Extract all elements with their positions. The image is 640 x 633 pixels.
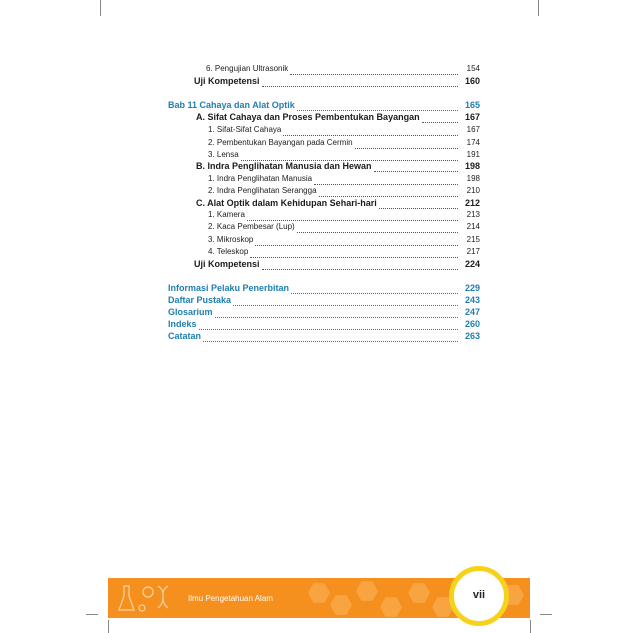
toc-entry[interactable]: [208, 234, 480, 246]
hexagon-decoration: [308, 582, 330, 604]
footer-subject: Ilmu Pengetahuan Alam: [188, 594, 273, 603]
toc-entry-page: 210: [466, 186, 480, 195]
toc-entry-label: Uji Kompetensi: [194, 259, 260, 269]
leader-dots: [250, 249, 458, 258]
toc-entry-page: 198: [464, 161, 480, 171]
leader-dots: [291, 285, 458, 294]
toc-chapter[interactable]: [168, 282, 480, 294]
toc-entry[interactable]: [208, 185, 480, 197]
toc-entry-label: 3. Lensa: [208, 150, 239, 159]
crop-mark: [108, 620, 109, 633]
toc-entry-page: 165: [464, 100, 480, 110]
crop-mark: [530, 620, 531, 633]
toc-chapter[interactable]: [168, 294, 480, 306]
leader-dots: [283, 127, 458, 136]
toc-entry-page: 191: [466, 150, 480, 159]
toc-entry-page: 229: [464, 283, 480, 293]
flask-icon: [119, 586, 134, 610]
toc-entry[interactable]: [194, 258, 480, 270]
page-number: vii: [472, 589, 486, 601]
toc-entry-label: 1. Sifat-Sifat Cahaya: [208, 125, 282, 134]
leader-dots: [203, 333, 458, 342]
toc-entry-page: 160: [464, 76, 480, 86]
toc-entry-label: Indeks: [168, 319, 197, 329]
leader-dots: [355, 140, 458, 149]
toc-chapter[interactable]: [168, 99, 480, 111]
leader-dots: [233, 297, 458, 306]
hexagon-decoration: [330, 594, 352, 616]
toc-entry-page: 260: [464, 319, 480, 329]
toc-entry-label: B. Indra Penglihatan Manusia dan Hewan: [196, 161, 372, 171]
toc-entry-page: 214: [466, 222, 480, 231]
leader-dots: [297, 224, 458, 233]
toc-entry-label: A. Sifat Cahaya dan Proses Pembentukan Bayangan: [196, 112, 420, 122]
science-icons: [118, 582, 178, 616]
toc-entry-label: Informasi Pelaku Penerbitan: [168, 283, 290, 293]
toc-entry-page: 212: [464, 198, 480, 208]
toc-entry-page: 243: [464, 295, 480, 305]
toc-entry-label: Daftar Pustaka: [168, 295, 232, 305]
toc-entry[interactable]: [208, 221, 480, 233]
atom-icon: [143, 587, 153, 597]
toc-entry[interactable]: [206, 63, 480, 75]
toc-entry[interactable]: [208, 137, 480, 149]
leader-dots: [297, 102, 458, 111]
toc-entry-label: Catatan: [168, 331, 202, 341]
toc-entry-page: 198: [466, 174, 480, 183]
toc-entry-label: 1. Kamera: [208, 210, 245, 219]
leader-dots: [247, 212, 458, 221]
leader-dots: [215, 309, 458, 318]
toc-entry-label: 2. Pembentukan Bayangan pada Cermin: [208, 138, 353, 147]
toc-entry-page: 167: [464, 112, 480, 122]
toc-entry-page: 154: [466, 64, 480, 73]
toc-chapter[interactable]: [168, 306, 480, 318]
toc-entry-label: 1. Indra Penglihatan Manusia: [208, 174, 313, 183]
toc-chapter[interactable]: [168, 318, 480, 330]
toc-entry-page: 224: [464, 259, 480, 269]
leader-dots: [290, 66, 458, 75]
leader-dots: [422, 114, 458, 123]
leader-dots: [255, 237, 458, 246]
toc-entry-label: Uji Kompetensi: [194, 76, 260, 86]
toc-entry[interactable]: [208, 209, 480, 221]
dna-icon: [158, 586, 168, 608]
toc-entry[interactable]: [208, 124, 480, 136]
crop-mark: [540, 614, 552, 615]
toc-entry-label: Bab 11 Cahaya dan Alat Optik: [168, 100, 295, 110]
toc-entry-page: 215: [466, 235, 480, 244]
toc-entry-page: 167: [466, 125, 480, 134]
hexagon-decoration: [380, 596, 402, 618]
leader-dots: [374, 163, 458, 172]
toc-entry-label: 6. Pengujian Ultrasonik: [206, 64, 289, 73]
toc-section[interactable]: [196, 160, 480, 172]
crop-mark: [86, 614, 98, 615]
toc-entry[interactable]: [208, 246, 480, 258]
toc-entry-label: 2. Kaca Pembesar (Lup): [208, 222, 295, 231]
toc-entry[interactable]: [194, 75, 480, 87]
toc-entry-page: 247: [464, 307, 480, 317]
toc-entry-page: 217: [466, 247, 480, 256]
toc-entry-page: 213: [466, 210, 480, 219]
leader-dots: [319, 188, 458, 197]
leader-dots: [262, 78, 458, 87]
toc-entry-label: 2. Indra Penglihatan Serangga: [208, 186, 317, 195]
hexagon-decoration: [356, 580, 378, 602]
toc-section[interactable]: [196, 111, 480, 123]
leader-dots: [199, 321, 458, 330]
leader-dots: [314, 176, 458, 185]
toc-entry-label: 3. Mikroskop: [208, 235, 254, 244]
hexagon-decoration: [408, 582, 430, 604]
toc-entry-label: Glosarium: [168, 307, 213, 317]
toc-entry-page: 263: [464, 331, 480, 341]
toc-entry-label: 4. Teleskop: [208, 247, 249, 256]
toc-chapter[interactable]: [168, 330, 480, 342]
toc-entry[interactable]: [208, 173, 480, 185]
toc-entry-label: C. Alat Optik dalam Kehidupan Sehari-hari: [196, 198, 377, 208]
leader-dots: [379, 200, 458, 209]
toc-entry-page: 174: [466, 138, 480, 147]
toc-section[interactable]: [196, 197, 480, 209]
leader-dots: [262, 261, 458, 270]
